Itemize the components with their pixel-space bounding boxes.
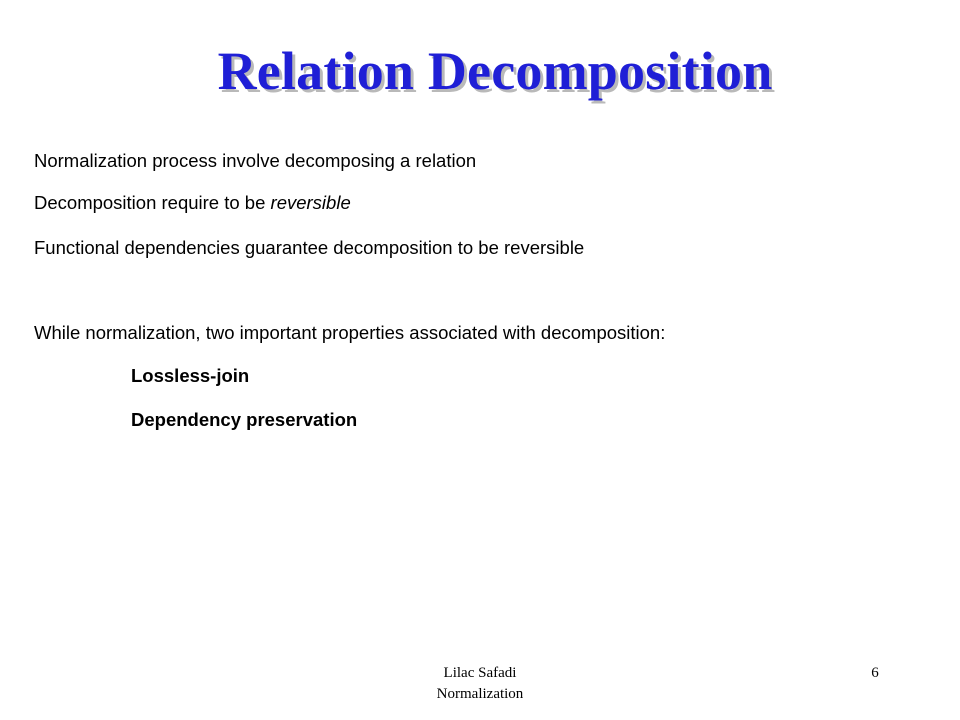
bullet-line-decomposition-reversible (34, 191, 351, 215)
bullet-line-important-properties: While normalization, two important properties associated with decomposition: (34, 322, 666, 343)
bullet-line-text: Decomposition require to be (34, 192, 271, 213)
property-dependency-preservation: Dependency preservation (131, 409, 358, 430)
bullet-line-normalization-process: Normalization process involve decomposing a relation (34, 150, 477, 171)
slide-title: Relation Decomposition (217, 41, 773, 101)
footer-author: Lilac Safadi (443, 665, 517, 681)
slide-footer (380, 663, 580, 705)
page-number: 6 (871, 665, 879, 681)
emphasis-reversible: reversible (270, 192, 351, 213)
footer-topic: Normalization (436, 686, 524, 702)
property-lossless-join: Lossless-join (131, 365, 250, 386)
bullet-line-functional-dependencies: Functional dependencies guarantee decomposition to be reversible (34, 237, 585, 258)
